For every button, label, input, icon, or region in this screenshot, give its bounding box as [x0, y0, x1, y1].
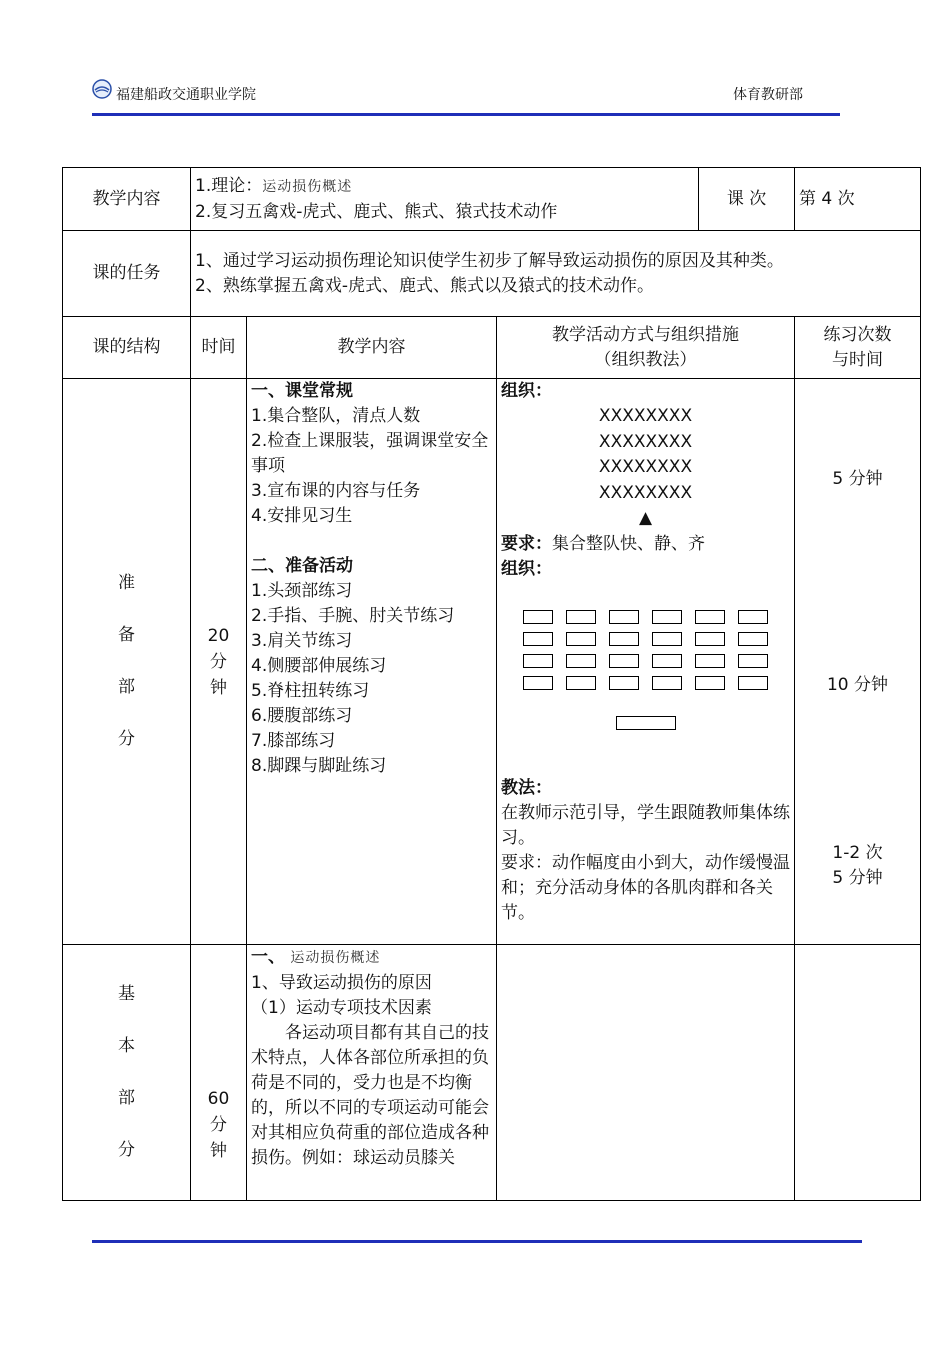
- content-basic: 一、 运动损伤概述 1、导致运动损伤的原因 （1）运动专项技术因素 各运动项目都有其自己的技术特点，人体各部位所承担的负荷是不同的，受力也是不均衡的，所以不同的专项运动可能会对其相应负荷重的部位造成各种损伤。例如：球运动员膝关: [247, 945, 497, 1201]
- teacher-box: [616, 716, 676, 730]
- formation-rows: XXXXXXXX XXXXXXXX XXXXXXXX XXXXXXXX ▲: [501, 404, 790, 532]
- label-lesson-tasks: 课的任务: [63, 231, 191, 317]
- teacher-position-mark: ▲: [638, 508, 653, 528]
- lesson-plan-table: [62, 167, 921, 1201]
- lesson-number-value: 第 4 次: [795, 168, 921, 231]
- header-content: 教学内容: [247, 317, 497, 379]
- school-emblem-icon: [92, 79, 112, 99]
- time-preparation: 20 分 钟: [191, 379, 247, 945]
- row-lesson-tasks: [63, 231, 921, 317]
- section-basic: 基 本 部 分: [63, 945, 191, 1201]
- footer-rule: [92, 1240, 862, 1243]
- section-preparation: 准 备 部 分: [63, 379, 191, 945]
- label-lesson-number: 课 次: [699, 168, 795, 231]
- header-structure: 课的结构: [63, 317, 191, 379]
- label-teaching-content: 教学内容: [63, 168, 191, 231]
- content-preparation: 一、课堂常规 1.集合整队，清点人数 2.检查上课服装，强调课堂安全事项 3.宣布课的内容与任务 4.安排见习生 二、准备活动 1.头颈部练习 2.手指、手腕、肘关节练习 3.肩关节练习 4.侧腰部伸展练习 5.脊柱扭转练习 6.腰腹部练习 7.膝部练习 8.脚踝与脚趾练习: [247, 379, 497, 945]
- header-time: 时间: [191, 317, 247, 379]
- practice-basic: [795, 945, 921, 1201]
- row-preparation: [63, 379, 921, 945]
- method-preparation: 组织： XXXXXXXX XXXXXXXX XXXXXXXX XXXXXXXX ▲ 要求：集合整队快、静、齐 组织： 教法： 在教师示范引导，学生跟随教师集体练习。 要求：动作幅度由小到大，动作缓慢温和；充分活动身体的各肌肉群和各关节。: [497, 379, 795, 945]
- lesson-tasks-cell: 1、通过学习运动损伤理论知识使学生初步了解导致运动损伤的原因及其种类。 2、熟练掌握五禽戏-虎式、鹿式、熊式以及猿式的技术动作。: [191, 231, 921, 317]
- practice-preparation: 5 分钟 10 分钟 1-2 次 5 分钟: [795, 379, 921, 945]
- row-basic: [63, 945, 921, 1201]
- method-basic: [497, 945, 795, 1201]
- header-practice: 练习次数 与时间: [795, 317, 921, 379]
- teaching-content-cell: 1.理论：运动损伤概述 2.复习五禽戏-虎式、鹿式、熊式、猿式技术动作: [191, 168, 699, 231]
- school-name: 福建船政交通职业学院: [116, 87, 256, 103]
- row-column-headers: [63, 317, 921, 379]
- header-method: 教学活动方式与组织措施 （组织教法）: [497, 317, 795, 379]
- student-formation-diagram: [501, 610, 790, 690]
- row-teaching-content: [63, 168, 921, 231]
- department-name: 体育教研部: [733, 87, 803, 103]
- time-basic: 60 分 钟: [191, 945, 247, 1201]
- header-rule: [92, 113, 840, 116]
